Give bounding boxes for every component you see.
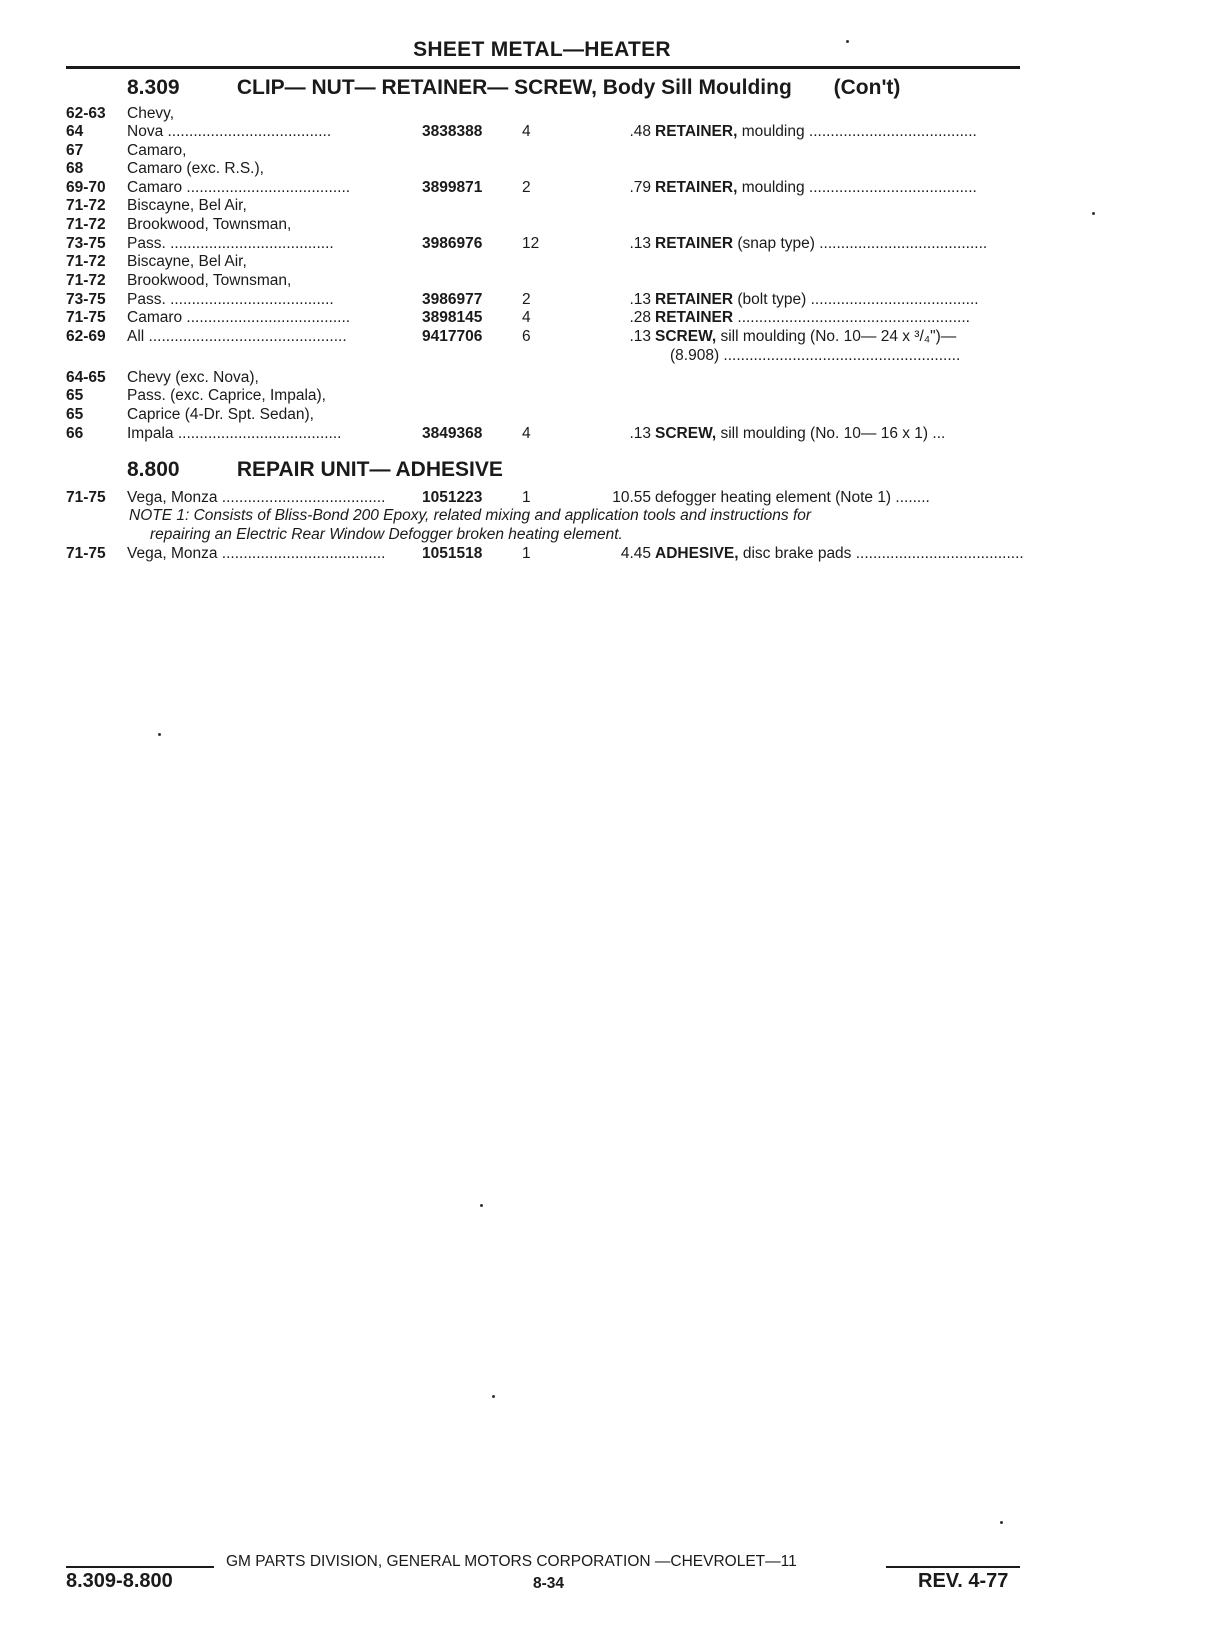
page-title: SHEET METAL—HEATER — [413, 38, 671, 61]
section-number: 8.800 — [127, 458, 180, 481]
row-description — [655, 178, 1025, 197]
row-description-text: defogger heating element (Note 1) ........ — [655, 489, 930, 506]
table-row — [66, 544, 1026, 563]
table-row — [66, 196, 1026, 215]
table-row — [66, 368, 1026, 387]
row-quantity: 12 — [522, 235, 540, 252]
footer-rule-right — [886, 1566, 1020, 1568]
row-years: 64-65 — [66, 369, 106, 386]
row-part-number: 1051518 — [422, 545, 483, 562]
row-price: .13 — [629, 425, 651, 442]
row-price: 10.55 — [612, 489, 651, 506]
row-model: Camaro ...................................... — [127, 179, 351, 196]
row-price: .13 — [629, 291, 651, 308]
row-years: 64 — [66, 123, 84, 140]
table-row — [66, 234, 1026, 253]
table-row — [66, 122, 1026, 141]
row-price: .79 — [629, 179, 651, 196]
row-part-number: 3986976 — [422, 235, 483, 252]
row-description-keyword: RETAINER — [655, 235, 734, 252]
row-years: 65 — [66, 406, 84, 423]
row-description-text: (8.908) ....................................................... — [670, 347, 961, 364]
table-row — [66, 141, 1026, 160]
row-part-number: 3898145 — [422, 309, 483, 326]
table-row — [66, 271, 1026, 290]
row-years: 69-70 — [66, 179, 106, 196]
section-heading-8-309 — [127, 76, 900, 100]
row-description — [670, 346, 1040, 365]
row-part-number: 3899871 — [422, 179, 483, 196]
row-description-keyword: SCREW, — [655, 425, 717, 442]
table-row — [66, 488, 1026, 507]
row-model: Biscayne, Bel Air, — [127, 253, 247, 270]
row-model: Camaro, — [127, 142, 187, 159]
page-number: 8-34 — [533, 1575, 565, 1592]
row-price: .28 — [629, 309, 651, 326]
row-description — [655, 488, 1025, 507]
row-model: Chevy (exc. Nova), — [127, 369, 259, 386]
scan-speck — [492, 1395, 495, 1398]
row-part-number: 1051223 — [422, 489, 483, 506]
row-years: 71-72 — [66, 253, 106, 270]
row-quantity: 2 — [522, 179, 531, 196]
row-description-keyword: RETAINER — [655, 291, 734, 308]
row-years: 68 — [66, 160, 84, 177]
row-model: Biscayne, Bel Air, — [127, 197, 247, 214]
row-description — [655, 122, 1025, 141]
row-years: 71-72 — [66, 272, 106, 289]
row-price: .48 — [629, 123, 651, 140]
row-description-text: (snap type) ....................................... — [733, 235, 988, 252]
row-model: Brookwood, Townsman, — [127, 216, 292, 233]
row-description — [655, 327, 1025, 346]
row-years: 62-63 — [66, 105, 106, 122]
row-description-text: disc brake pads ....................................... — [738, 545, 1024, 562]
row-price: .13 — [629, 328, 651, 345]
row-model: Brookwood, Townsman, — [127, 272, 292, 289]
row-quantity: 1 — [522, 489, 531, 506]
row-quantity: 2 — [522, 291, 531, 308]
table-row — [66, 405, 1026, 424]
row-years: 73-75 — [66, 291, 106, 308]
row-model: Caprice (4-Dr. Spt. Sedan), — [127, 406, 314, 423]
row-model: Camaro ...................................... — [127, 309, 351, 326]
table-row — [66, 215, 1026, 234]
row-description — [655, 290, 1025, 309]
row-model: Vega, Monza ...................................... — [127, 545, 386, 562]
row-years: 71-72 — [66, 197, 106, 214]
scan-speck — [1092, 212, 1095, 215]
row-description-keyword: RETAINER, — [655, 123, 738, 140]
row-description-text: moulding ....................................... — [737, 179, 977, 196]
row-years: 67 — [66, 142, 84, 159]
scan-speck — [158, 733, 161, 736]
row-description — [655, 308, 1025, 327]
row-model: Camaro (exc. R.S.), — [127, 160, 264, 177]
row-years: 65 — [66, 387, 84, 404]
section-title: REPAIR UNIT— ADHESIVE — [236, 458, 503, 481]
row-years: 71-72 — [66, 216, 106, 233]
footer-section-range: 8.309-8.800 — [66, 1570, 173, 1592]
section-title: CLIP— NUT— RETAINER— SCREW, Body Sill Moulding — [236, 76, 792, 99]
row-model: Pass. ...................................... — [127, 291, 334, 308]
row-model: Impala ...................................... — [127, 425, 342, 442]
row-description — [655, 544, 1025, 563]
row-part-number: 3849368 — [422, 425, 483, 442]
row-quantity: 6 — [522, 328, 531, 345]
header-rule — [66, 66, 1020, 69]
row-model: Pass. ...................................... — [127, 235, 334, 252]
row-description-text: ...................................................... — [733, 309, 970, 326]
row-description-text: sill moulding (No. 10— 24 x ³/₄")— — [716, 328, 957, 345]
row-quantity: 1 — [522, 545, 531, 562]
scan-speck — [1000, 1521, 1003, 1524]
section-continued: (Con't) — [833, 76, 901, 99]
row-description-keyword: ADHESIVE, — [655, 545, 739, 562]
row-quantity: 4 — [522, 309, 531, 326]
row-description-keyword: SCREW, — [655, 328, 717, 345]
table-row — [66, 159, 1026, 178]
row-years: 71-75 — [66, 309, 106, 326]
table-row — [66, 178, 1026, 197]
table-row — [66, 327, 1026, 346]
footer-publisher: GM PARTS DIVISION, GENERAL MOTORS CORPORATION —CHEVROLET—11 — [226, 1553, 797, 1570]
row-years: 71-75 — [66, 545, 106, 562]
table-row — [66, 252, 1026, 271]
footer-revision: REV. 4-77 — [918, 1570, 1009, 1592]
row-part-number: 9417706 — [422, 328, 483, 345]
note-line-2: repairing an Electric Rear Window Defogger broken heating element. — [150, 526, 623, 543]
row-model: Nova ...................................... — [127, 123, 332, 140]
scan-speck — [846, 40, 849, 43]
row-model: Vega, Monza ...................................... — [127, 489, 386, 506]
row-years: 73-75 — [66, 235, 106, 252]
row-description-text: moulding ....................................... — [737, 123, 977, 140]
table-row — [66, 104, 1026, 123]
row-part-number: 3838388 — [422, 123, 483, 140]
row-quantity: 4 — [522, 425, 531, 442]
table-row — [66, 290, 1026, 309]
row-description-text: sill moulding (No. 10— 16 x 1) ... — [716, 425, 946, 442]
row-part-number: 3986977 — [422, 291, 483, 308]
table-row — [66, 424, 1026, 443]
row-quantity: 4 — [522, 123, 531, 140]
scan-speck — [480, 1204, 483, 1207]
row-description-keyword: RETAINER — [655, 309, 734, 326]
table-row — [66, 386, 1026, 405]
row-description-keyword: RETAINER, — [655, 179, 738, 196]
note-line-1: NOTE 1: Consists of Bliss-Bond 200 Epoxy, related mixing and application tools and instructions for — [129, 507, 812, 524]
row-model: Pass. (exc. Caprice, Impala), — [127, 387, 326, 404]
row-price: 4.45 — [620, 545, 651, 562]
row-price: .13 — [629, 235, 651, 252]
section-heading-8-800 — [127, 458, 503, 482]
section-number: 8.309 — [127, 76, 180, 99]
row-description — [655, 234, 1025, 253]
footer-rule-left — [66, 1566, 214, 1568]
row-description-text: (bolt type) ....................................... — [733, 291, 979, 308]
row-model: Chevy, — [127, 105, 175, 122]
row-years: 66 — [66, 425, 84, 442]
row-years: 71-75 — [66, 489, 106, 506]
row-model: All .............................................. — [127, 328, 347, 345]
table-row — [66, 346, 1026, 365]
row-years: 62-69 — [66, 328, 106, 345]
row-description — [655, 424, 1025, 443]
table-row — [66, 308, 1026, 327]
